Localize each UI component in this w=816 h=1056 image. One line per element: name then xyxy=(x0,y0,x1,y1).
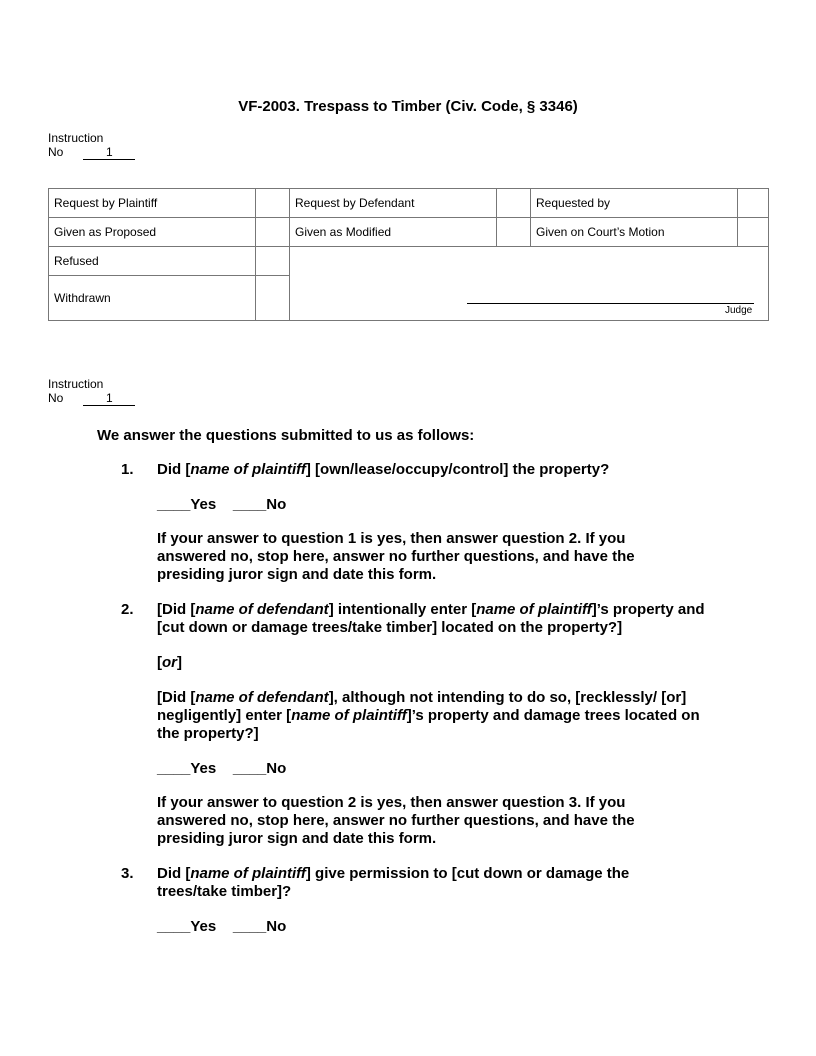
given-as-modified-box[interactable] xyxy=(497,218,531,247)
instruction-number: 1 xyxy=(83,392,135,406)
instruction-number-bottom xyxy=(48,377,135,406)
q2-instructions: If your answer to question 2 is yes, then answer question 3. If you answered no, stop here, answer no further questions, and have the presiding juror sign and date this form. xyxy=(157,794,635,847)
judge-signature-area xyxy=(290,247,769,321)
q3-yes[interactable]: ____Yes xyxy=(157,918,217,935)
withdrawn-label: Withdrawn xyxy=(49,276,256,321)
request-by-defendant-box[interactable] xyxy=(497,189,531,218)
withdrawn-box[interactable] xyxy=(256,276,290,321)
refused-label: Refused xyxy=(49,247,256,276)
no-label: No xyxy=(48,145,64,159)
refused-box[interactable] xyxy=(256,247,290,276)
q1-text: Did [name of plaintiff] [own/lease/occupy/control] the property? xyxy=(157,461,610,478)
instruction-label: Instruction xyxy=(48,377,104,391)
q2-answer[interactable] xyxy=(157,760,737,778)
judge-label: Judge xyxy=(725,305,753,316)
instruction-number-top xyxy=(48,131,135,160)
q1-yes[interactable]: ____Yes xyxy=(157,496,217,513)
no-label: No xyxy=(48,391,64,405)
given-on-courts-motion-box[interactable] xyxy=(738,218,769,247)
q3-number: 3. xyxy=(121,865,134,882)
q3-text: Did [name of plaintiff] give permission to [cut down or damage the trees/take timber]? xyxy=(157,865,630,900)
given-as-modified-label: Given as Modified xyxy=(290,218,497,247)
q2-alt-text: [Did [name of defendant], although not intending to do so, [recklessly/ [or] negligently] enter [name of plaintiff]’s property and damage trees located on the property?] xyxy=(157,689,700,742)
request-by-plaintiff-box[interactable] xyxy=(256,189,290,218)
q1-instructions: If your answer to question 1 is yes, then answer question 2. If you answered no, stop here, answer no further questions, and have the presiding juror sign and date this form. xyxy=(157,530,635,583)
page-title: VF-2003. Trespass to Timber (Civ. Code, § 3346) xyxy=(238,98,578,115)
q1-answer[interactable] xyxy=(157,496,737,514)
instruction-status-table xyxy=(48,188,769,321)
given-as-proposed-box[interactable] xyxy=(256,218,290,247)
instruction-number: 1 xyxy=(83,146,135,160)
requested-by-box[interactable] xyxy=(738,189,769,218)
request-by-defendant-label: Request by Defendant xyxy=(290,189,497,218)
requested-by-label: Requested by xyxy=(531,189,738,218)
q2-yes[interactable]: ____Yes xyxy=(157,760,217,777)
q3-answer[interactable] xyxy=(157,918,737,936)
instruction-label: Instruction xyxy=(48,131,104,145)
q3-no[interactable]: ____No xyxy=(232,918,287,935)
q2-text: [Did [name of defendant] intentionally enter [name of plaintiff]’s property and [cut down or damage trees/take timber] located on the property?] xyxy=(157,601,705,636)
given-as-proposed-label: Given as Proposed xyxy=(49,218,256,247)
request-by-plaintiff-label: Request by Plaintiff xyxy=(49,189,256,218)
judge-signature-line[interactable] xyxy=(467,303,754,304)
intro-text: We answer the questions submitted to us as follows: xyxy=(97,427,475,444)
q2-number: 2. xyxy=(121,601,134,618)
given-on-courts-motion-label: Given on Court’s Motion xyxy=(531,218,738,247)
q2-or: [or] xyxy=(157,654,182,671)
q1-no[interactable]: ____No xyxy=(232,496,287,513)
q1-number: 1. xyxy=(121,461,134,478)
q2-no[interactable]: ____No xyxy=(232,760,287,777)
